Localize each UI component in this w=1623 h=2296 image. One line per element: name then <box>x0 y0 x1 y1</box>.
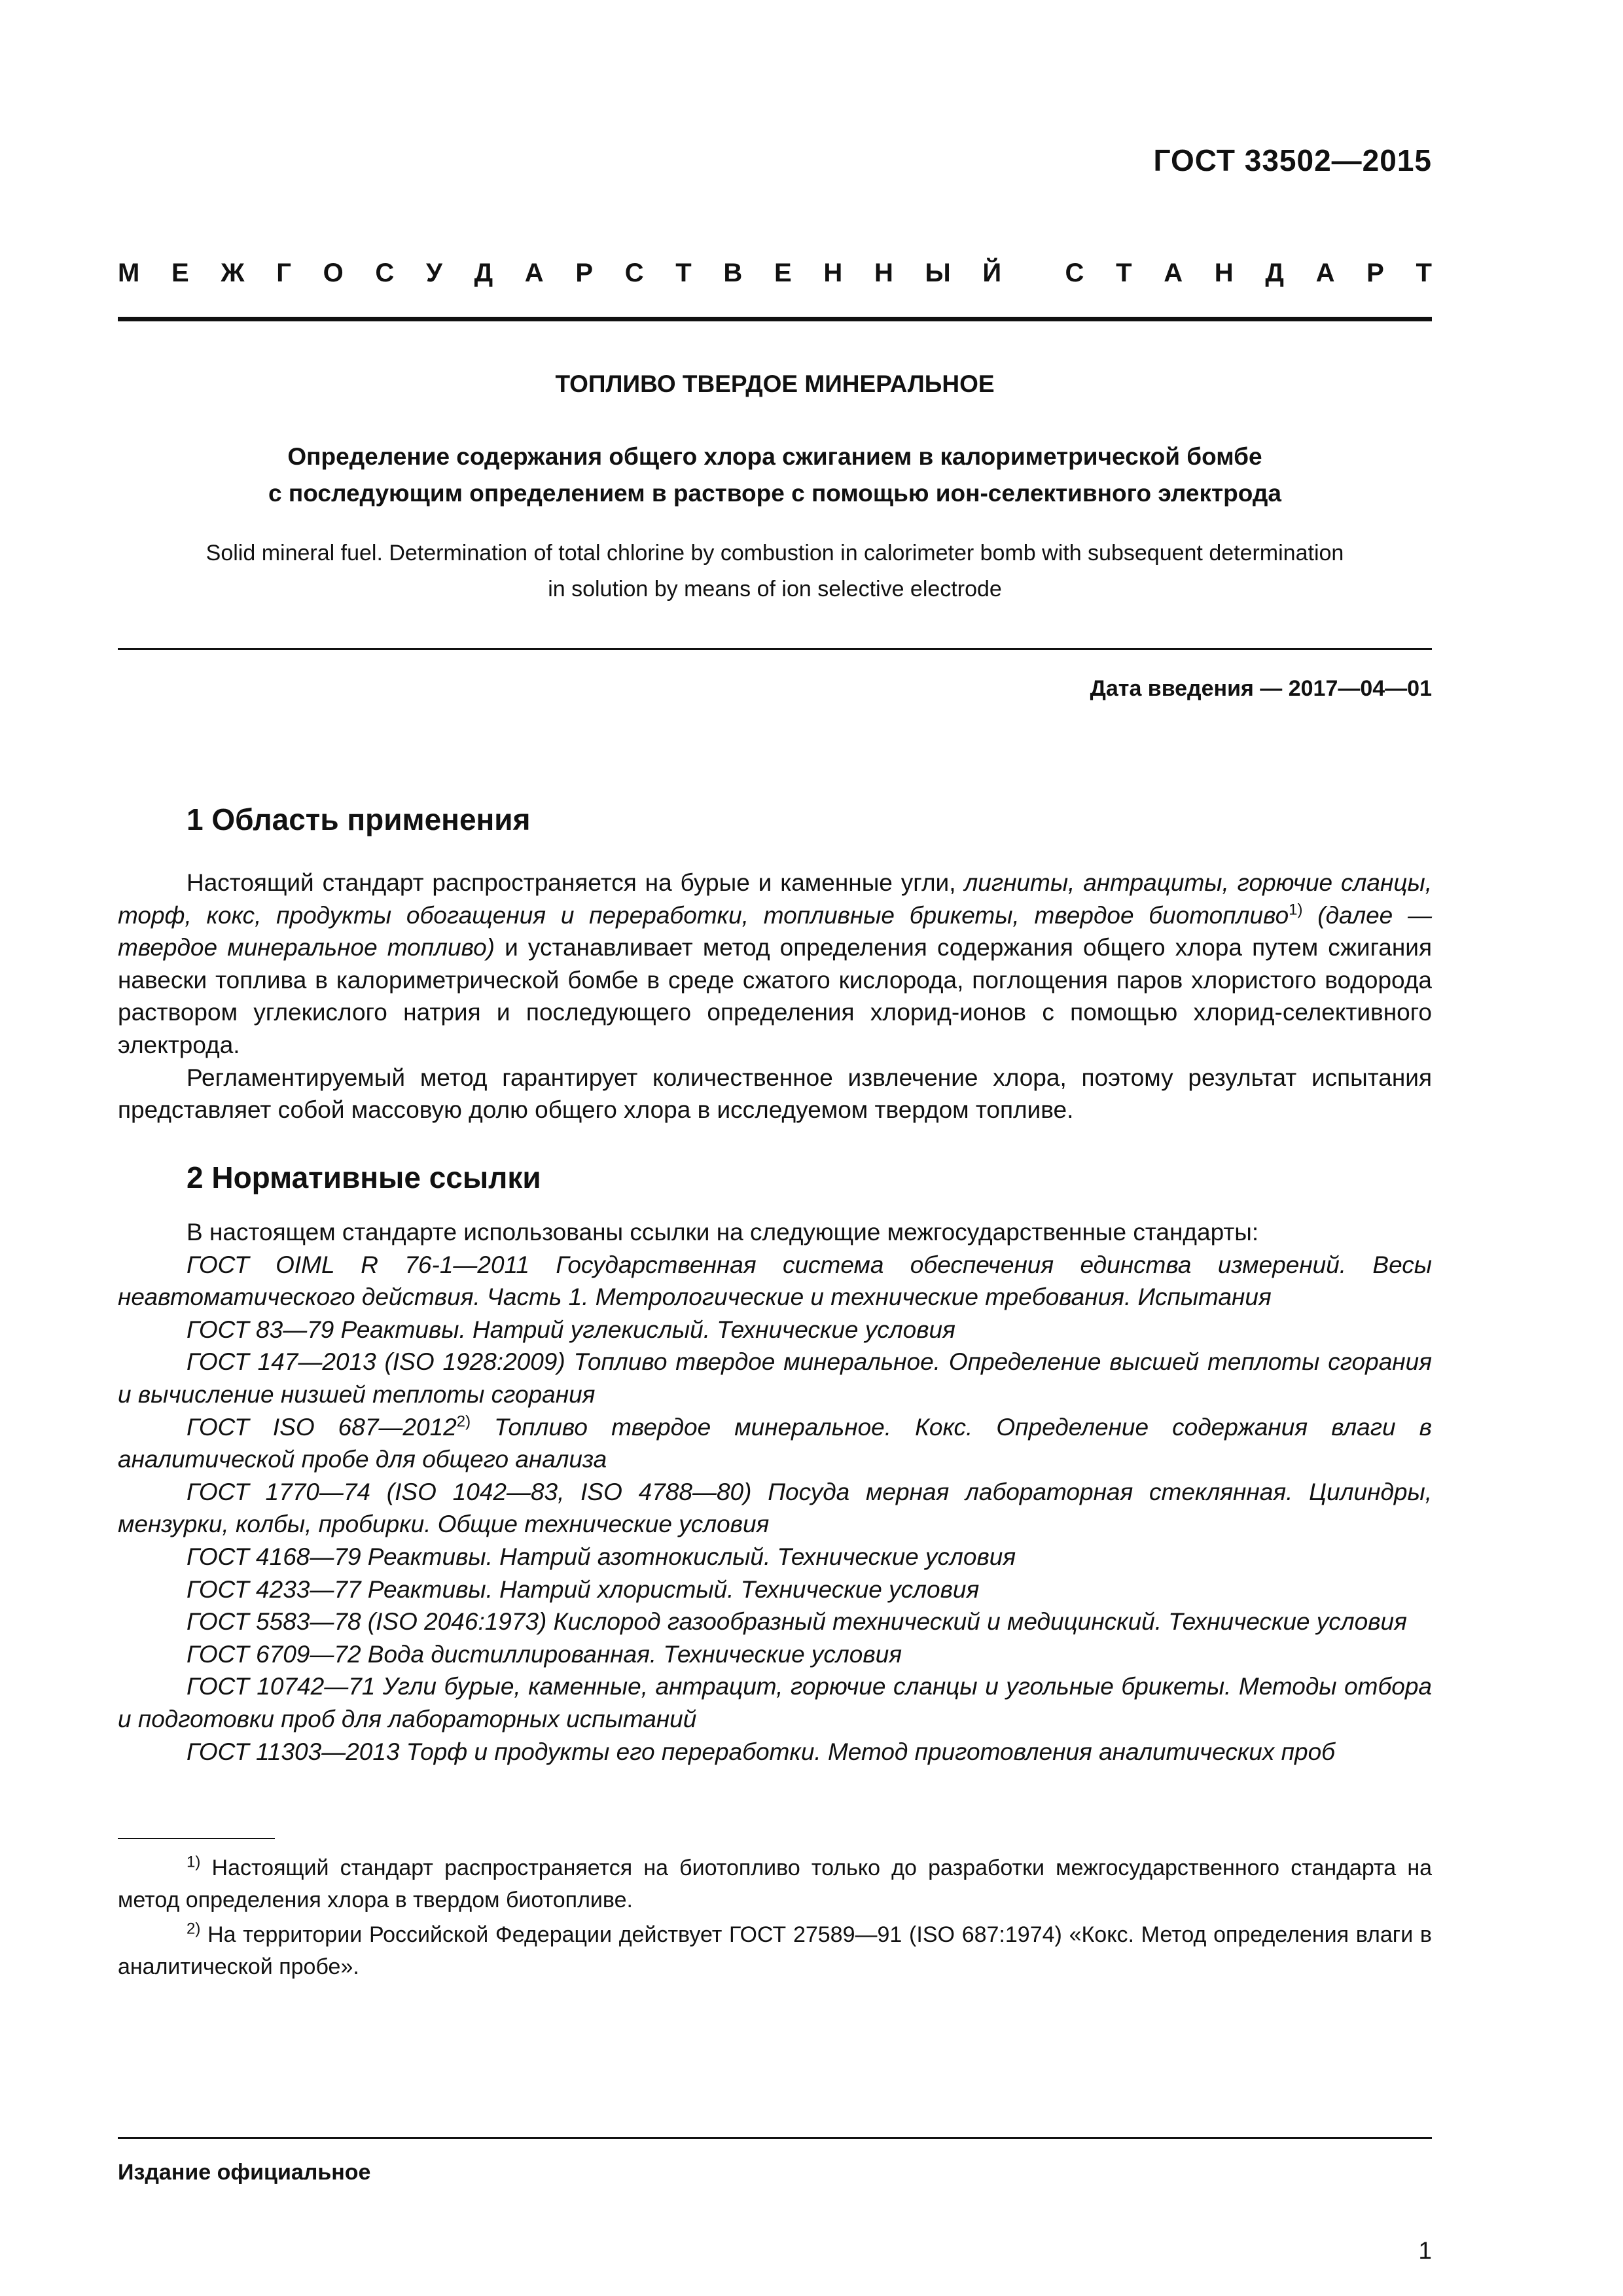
footnote-ref-2[interactable]: 2) <box>456 1412 471 1431</box>
banner-letter: Е <box>774 259 792 287</box>
banner-letter: Р <box>1366 259 1384 287</box>
footnote-body: На территории Российской Федерации действует ГОСТ 27589—91 (ISO 687:1974) «Кокс. Метод определения влаги в аналитической пробе». <box>118 1922 1432 1979</box>
section-heading-normative-references: 2 Нормативные ссылки <box>187 1160 541 1194</box>
banner-letter: Й <box>982 259 1002 287</box>
reference-item: ГОСТ 5583—78 (ISO 2046:1973) Кислород газообразный технический и медицинский. Технические условия <box>187 1608 1407 1636</box>
banner-letter: С <box>624 259 644 287</box>
banner-letter: А <box>1164 259 1183 287</box>
banner-letter: Н <box>823 259 843 287</box>
banner-letter: М <box>118 259 140 287</box>
footnote-ref-1[interactable]: 1) <box>1289 901 1303 919</box>
reference-item: ГОСТ 11303—2013 Торф и продукты его переработки. Метод приготовления аналитических проб <box>187 1738 1335 1765</box>
banner-letter: А <box>1315 259 1335 287</box>
banner-letter: Г <box>276 259 291 287</box>
banner-letter: С <box>375 259 395 287</box>
footnote-separator <box>118 1838 275 1839</box>
banner-letter: О <box>323 259 344 287</box>
english-title-line: Solid mineral fuel. Determination of total chlorine by combustion in calorimeter bomb with subsequent determination <box>205 541 1344 565</box>
text-run: Настоящий стандарт распространяется на бурые и каменные угли, <box>187 869 965 896</box>
text-run-italic: лигниты, антрациты, горючие сланцы, торф, кокс, продукты обогащения и переработки, топливные брикеты, твердое биотопливо <box>118 869 1432 929</box>
banner-letter: Д <box>474 259 493 287</box>
footer-divider <box>118 2137 1432 2139</box>
scope-paragraph <box>118 867 1432 1062</box>
footnote-1 <box>118 1852 1432 1916</box>
document-subtitle <box>118 439 1432 512</box>
footnote-body: Настоящий стандарт распространяется на биотопливо только до разработки межгосударственного стандарта на метод определения хлора в твердом биотопливе. <box>118 1856 1432 1912</box>
section-heading-scope: 1 Область применения <box>187 802 531 836</box>
text-run: Топливо твердое минеральное. Кокс. Определение содержания влаги в аналитической пробе для общего анализа <box>118 1413 1432 1473</box>
reference-item: ГОСТ 83—79 Реактивы. Натрий углекислый. Технические условия <box>187 1316 955 1343</box>
scope-paragraph: Регламентируемый метод гарантирует количественное извлечение хлора, поэтому результат испытания представляет собой массовую долю общего хлора в исследуемом твердом топливе. <box>118 1064 1432 1124</box>
subtitle-line: Определение содержания общего хлора сжиганием в калориметрической бомбе <box>287 443 1262 470</box>
text-run-italic: (далее — твердое минеральное топливо) <box>118 901 1432 961</box>
text-run: и устанавливает метод определения содержания общего хлора путем сжигания навески топлива в калориметрической бомбе в среде сжатого кислорода, поглощения паров хлористого водорода раствором углекислого натрия и последующего определения хлорид-ионов с помощью хлорид-селективного электрода. <box>118 934 1432 1058</box>
banner-letter: Ж <box>221 259 245 287</box>
reference-item: ГОСТ 4168—79 Реактивы. Натрий азотнокислый. Технические условия <box>187 1543 1016 1570</box>
references-intro: В настоящем стандарте использованы ссылки на следующие межгосударственные стандарты: <box>187 1219 1259 1246</box>
official-edition-label: Издание официальное <box>118 2160 371 2185</box>
banner-letter: Р <box>575 259 594 287</box>
text-run: ГОСТ ISO 687—2012 <box>187 1413 457 1441</box>
references-section-body <box>118 1216 1432 1768</box>
header-divider <box>118 317 1432 321</box>
reference-item: ГОСТ 6709—72 Вода дистиллированная. Технические условия <box>187 1640 902 1668</box>
banner-letter: Ы <box>925 259 951 287</box>
banner-letter: Т <box>1416 259 1432 287</box>
reference-item <box>118 1411 1432 1476</box>
title-divider <box>118 648 1432 650</box>
banner-letter: В <box>723 259 743 287</box>
banner-letter: Т <box>1116 259 1132 287</box>
document-number: ГОСТ 33502—2015 <box>1153 143 1432 177</box>
reference-item: ГОСТ 10742—71 Угли бурые, каменные, антрацит, горючие сланцы и угольные брикеты. Методы отбора и подготовки проб для лабораторных испытаний <box>118 1673 1432 1732</box>
footnote-text <box>118 1919 1432 1983</box>
reference-item: ГОСТ OIML R 76-1—2011 Государственная система обеспечения единства измерений. Весы неавтоматического действия. Часть 1. Метрологические и технические требования. Испытания <box>118 1251 1432 1311</box>
reference-item: ГОСТ 4233—77 Реактивы. Натрий хлористый. Технические условия <box>187 1575 980 1603</box>
footnote-text <box>118 1852 1432 1916</box>
footnote-mark: 1) <box>187 1853 201 1871</box>
standard-type-banner <box>118 259 1432 288</box>
reference-item: ГОСТ 1770—74 (ISO 1042—83, ISO 4788—80) Посуда мерная лабораторная стеклянная. Цилиндры, мензурки, колбы, пробирки. Общие технические условия <box>118 1478 1432 1538</box>
subtitle-line: с последующим определением в растворе с помощью ион-селективного электрода <box>268 480 1281 507</box>
banner-letter: Т <box>675 259 692 287</box>
footnote-mark: 2) <box>187 1920 201 1938</box>
introduction-date: Дата введения — 2017—04—01 <box>1090 676 1432 701</box>
english-title-line: in solution by means of ion selective electrode <box>548 577 1002 601</box>
banner-letter: Н <box>874 259 893 287</box>
document-title: ТОПЛИВО ТВЕРДОЕ МИНЕРАЛЬНОЕ <box>555 370 995 397</box>
banner-letter: Н <box>1214 259 1234 287</box>
banner-letter: А <box>524 259 544 287</box>
banner-letter: Е <box>171 259 189 287</box>
banner-letter: Д <box>1265 259 1284 287</box>
page-number: 1 <box>1418 2237 1432 2264</box>
footnote-2 <box>118 1919 1432 1983</box>
scope-section-body <box>118 867 1432 1126</box>
banner-letter: У <box>426 259 442 287</box>
banner-letter: С <box>1065 259 1084 287</box>
reference-item: ГОСТ 147—2013 (ISO 1928:2009) Топливо твердое минеральное. Определение высшей теплоты сгорания и вычисление низшей теплоты сгорания <box>118 1348 1432 1408</box>
english-title <box>118 535 1432 607</box>
